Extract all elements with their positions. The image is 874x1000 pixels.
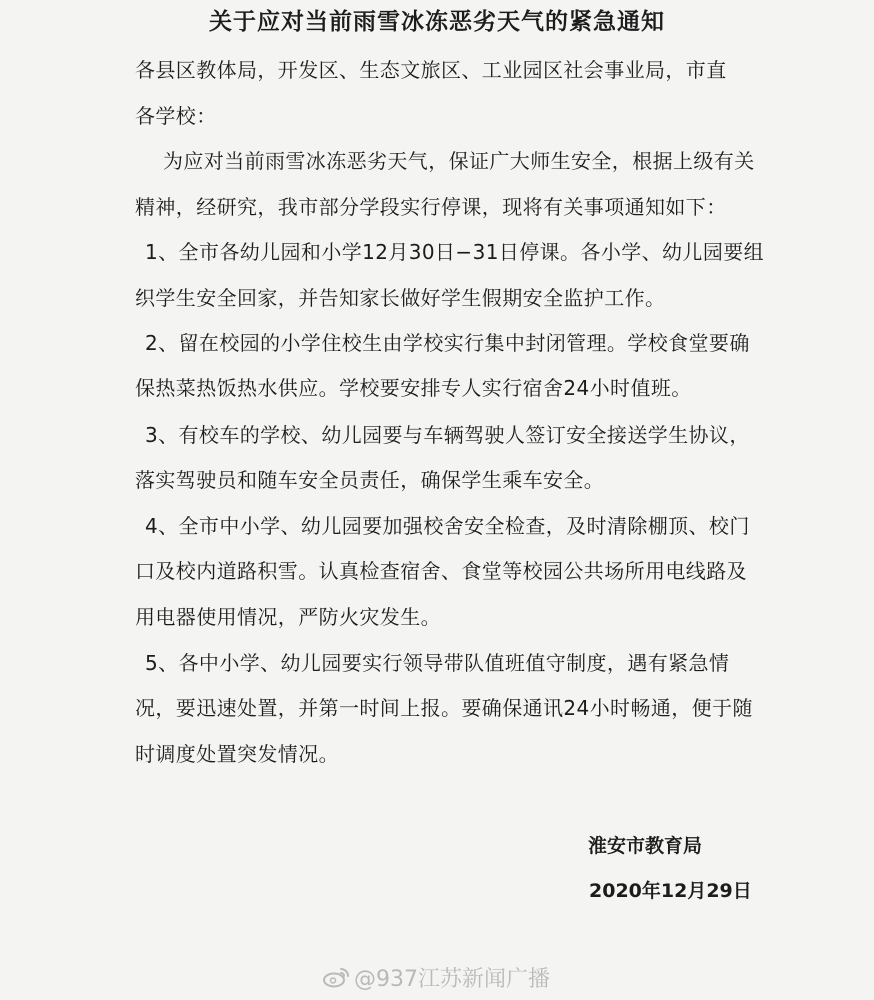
item-1-line-1: 1、全市各幼儿园和小学12月30日−31日停课。各小学、幼儿园要组 — [145, 240, 765, 264]
item-4-line-2: 口及校内道路积雪。认真检查宿舍、食堂等校园公共场所用电线路及 — [135, 559, 747, 583]
issue-date: 2020年12月29日 — [589, 880, 752, 902]
item-4-line-1: 4、全市中小学、幼儿园要加强校舍安全检查，及时清除棚顶、校门 — [145, 514, 750, 538]
item-2-line-1: 2、留在校园的小学住校生由学校实行集中封闭管理。学校食堂要确 — [145, 331, 750, 355]
document-title: 关于应对当前雨雪冰冻恶劣天气的紧急通知 — [209, 9, 665, 35]
item-3-line-2: 落实驾驶员和随车安全员责任，确保学生乘车安全。 — [135, 468, 605, 492]
intro-line-1: 为应对当前雨雪冰冻恶劣天气，保证广大师生安全，根据上级有关 — [163, 149, 755, 173]
item-4-line-3: 用电器使用情况，严防火灾发生。 — [135, 605, 441, 629]
issuer-name: 淮安市教育局 — [588, 835, 703, 857]
weibo-icon — [322, 966, 350, 988]
item-5-line-2: 况，要迅速处置，并第一时间上报。要确保通讯24小时畅通，便于随 — [135, 696, 753, 720]
item-2-line-2: 保热菜热饭热水供应。学校要安排专人实行宿舍24小时值班。 — [135, 376, 692, 400]
addressee-line-1: 各县区教体局，开发区、生态文旅区、工业园区社会事业局，市直 — [135, 58, 727, 82]
addressee-line-2: 各学校： — [135, 104, 217, 128]
item-5-line-1: 5、各中小学、幼儿园要实行领导带队值班值守制度，遇有紧急情 — [145, 651, 730, 675]
item-3-line-1: 3、有校车的学校、幼儿园要与车辆驾驶人签订安全接送学生协议， — [145, 423, 750, 447]
intro-line-2: 精神，经研究，我市部分学段实行停课，现将有关事项通知如下： — [135, 195, 727, 219]
watermark — [322, 960, 550, 994]
item-1-line-2: 织学生安全回家，并告知家长做好学生假期安全监护工作。 — [135, 286, 666, 310]
watermark-text: @937江苏新闻广播 — [354, 966, 550, 992]
item-5-line-3: 时调度处置突发情况。 — [135, 742, 339, 766]
